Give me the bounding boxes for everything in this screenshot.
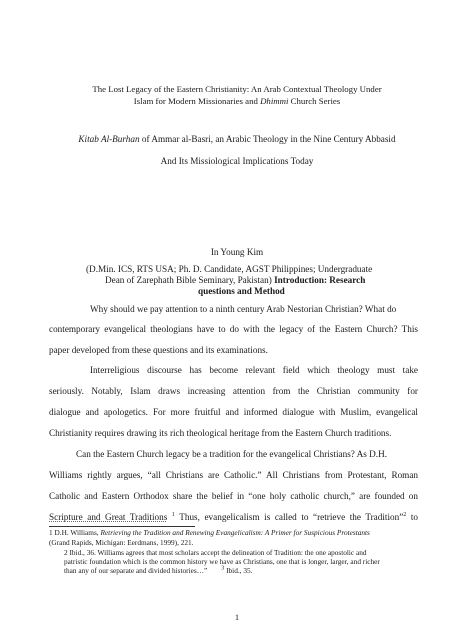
- footnote-separator: [49, 526, 195, 527]
- body-paragraph-1-line-1: Why should we pay attention to a ninth century Arab Nestorian Christian? What do: [90, 304, 397, 314]
- paper-subtitle-line-2: And Its Missiological Implications Today: [160, 156, 314, 166]
- body-paragraph-2-line-2: seriously. Notably, Islam draws increasing attention from the Christian community for: [49, 386, 418, 396]
- author-affiliation-line-1: (D.Min. ICS, RTS USA; Ph. D. Candidate, AGST Philippines; Undergraduate: [86, 264, 373, 274]
- paper-title-line-2: Islam for Modern Missionaries and Dhimmi Church Series: [133, 96, 341, 106]
- paper-subtitle: Kitab Al-Burhan of Ammar al-Basri, an Arabic Theology in the Nine Century Abbasid: [78, 134, 396, 144]
- author-name: In Young Kim: [210, 247, 264, 257]
- body-paragraph-3-line-2: Williams rightly argues, “all Christians are Catholic.” All Christians from Protestant, Roman: [49, 470, 418, 480]
- author-affiliation-line-2: Dean of Zarephath Bible Seminary, Pakistan) Introduction: Research: [105, 275, 366, 285]
- footnote-2-line-3: than any of our separate and divided histories…” $^3$ Ibid., 35.: [64, 565, 253, 575]
- section-heading-continued: questions and Method: [198, 286, 285, 296]
- body-paragraph-3-line-3: Catholic and Eastern Orthodox share the belief in “one holy catholic church,” are founded on: [49, 491, 418, 501]
- body-paragraph-1-line-3: paper developed from these questions and its examinations.: [49, 345, 268, 355]
- paper-title-line-1: The Lost Legacy of the Eastern Christianity: An Arab Contextual Theology Under: [92, 84, 382, 94]
- body-paragraph-2-line-4: Christianity requires drawing its rich theological heritage from the Eastern Church traditions.: [49, 428, 392, 438]
- body-paragraph-3-line-4: Scripture and Great Traditions $^1$ Thus, evangelicalism is called to “retrieve the Tradition”$^2$ to: [49, 511, 418, 522]
- body-paragraph-2-line-1: Interreligious discourse has become relevant field which theology must take: [90, 365, 418, 375]
- footnote-1-line-2: (Grand Rapids, Michigan: Eerdmans, 1999), 221.: [49, 538, 194, 547]
- body-paragraph-3-line-1: Can the Eastern Church legacy be a tradition for the evangelical Christians? As D.H.: [76, 449, 388, 459]
- footnote-2-line-2: patristic foundation which is the common history we have as Christians, one that is longer, larger, and richer: [64, 557, 380, 566]
- footnote-2: 2 Ibid., 36. Williams agrees that most scholars accept the delineation of Tradition: the one apostolic and: [64, 548, 367, 557]
- page-number: 1: [234, 612, 240, 622]
- footnote-1: 1 D.H. Williams, Retrieving the Tradition and Renewing Evangelicalism: A Primer for Suspicious Protestants: [49, 528, 370, 537]
- body-paragraph-2-line-3: dialogue and apologetics. For more fruitful and informed dialogue with Muslim, evangelical: [49, 407, 418, 417]
- body-paragraph-1-line-2: contemporary evangelical theologians have to do with the legacy of the Eastern Church? This: [49, 324, 418, 334]
